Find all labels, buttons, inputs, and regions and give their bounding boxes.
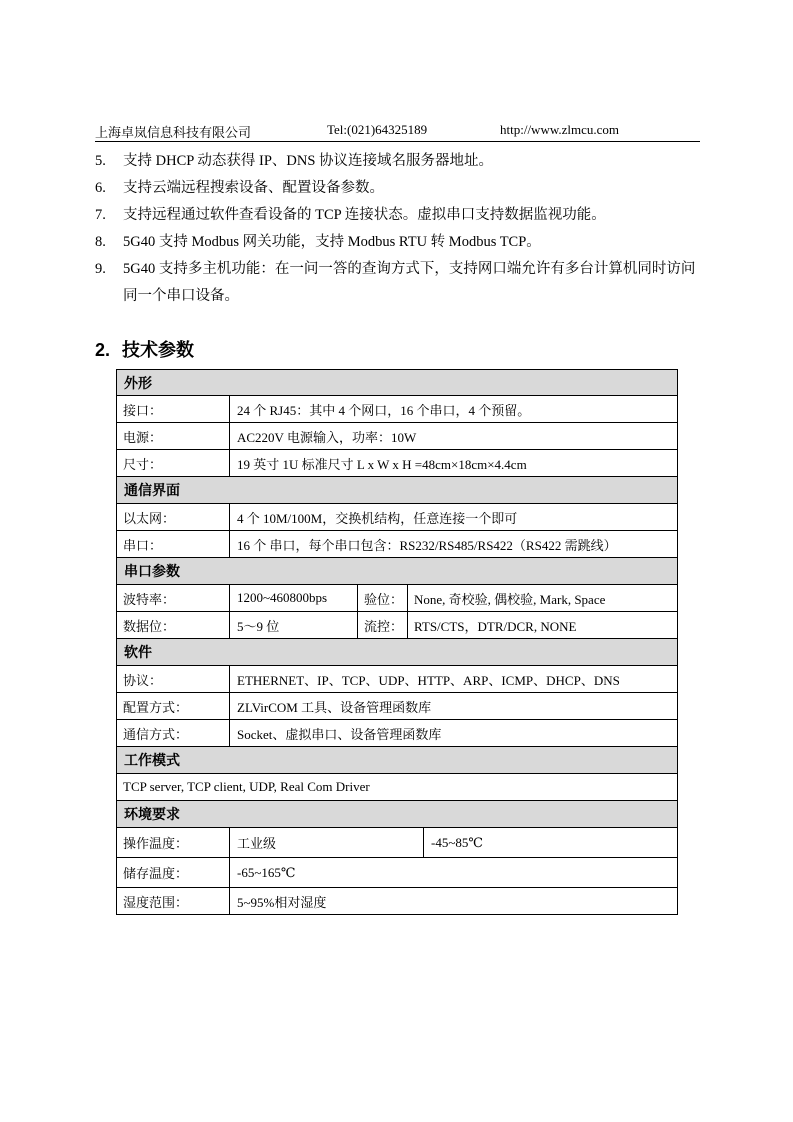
- list-item: [95, 256, 705, 310]
- row-value: Socket、虚拟串口、设备管理函数库: [229, 720, 677, 746]
- row-label: 操作温度：: [123, 836, 189, 851]
- list-item-text: 支持远程通过软件查看设备的 TCP 连接状态。虚拟串口支持数据监视功能。: [123, 207, 606, 223]
- list-item: [95, 148, 705, 175]
- table-row: [116, 531, 678, 558]
- table-row: [116, 585, 678, 612]
- table-row: [116, 612, 678, 639]
- section-title-text: 技术参数: [122, 340, 195, 360]
- row-label: 尺寸：: [123, 456, 163, 472]
- table-group-header: [116, 477, 678, 504]
- list-item-text: 5G40 支持多主机功能：在一问一答的查询方式下，支持网口端允许有多台计算机同时访问同一个串口设备。: [123, 261, 696, 304]
- group-title-appearance: 外形: [124, 374, 152, 391]
- row-label: 电源：: [123, 429, 163, 445]
- row-value: 19 英寸 1U 标准尺寸 L x W x H =48cm×18cm×4.4cm: [229, 450, 677, 476]
- page-header: [95, 121, 700, 142]
- group-title-comm: 通信界面: [124, 482, 180, 498]
- list-item-number: 7.: [95, 207, 106, 223]
- list-item-number: 6.: [95, 180, 106, 196]
- row-value: -65~165℃: [229, 858, 677, 887]
- row-value: ZLVirCOM 工具、设备管理函数库: [229, 693, 677, 719]
- row-label: 接口：: [123, 402, 163, 418]
- row-label: 波特率：: [123, 591, 176, 607]
- row-value: 5~95%相对湿度: [229, 888, 677, 914]
- table-row: [116, 720, 678, 747]
- row-value: TCP server, TCP client, UDP, Real Com Driver: [123, 779, 370, 794]
- table-row: [116, 423, 678, 450]
- table-row: [116, 774, 678, 801]
- list-item-number: 9.: [95, 261, 106, 277]
- group-title-workmode: 工作模式: [124, 752, 180, 768]
- group-title-software: 软件: [124, 644, 152, 660]
- row-label: 验位：: [357, 585, 407, 611]
- table-group-header: [116, 747, 678, 774]
- row-label: 协议：: [123, 672, 163, 688]
- row-value: 5～9 位: [229, 612, 357, 638]
- row-value: None, 奇校验, 偶校验, Mark, Space: [407, 585, 677, 611]
- group-title-serial-params: 串口参数: [124, 563, 180, 579]
- list-item-text: 5G40 支持 Modbus 网关功能，支持 Modbus RTU 转 Modbus TCP。: [123, 234, 541, 250]
- list-item-number: 5.: [95, 153, 106, 169]
- table-row: [116, 666, 678, 693]
- row-value: 工业级: [229, 828, 423, 857]
- spec-table: [116, 369, 678, 915]
- row-value: RTS/CTS，DTR/DCR, NONE: [407, 612, 677, 638]
- list-item-number: 8.: [95, 234, 106, 250]
- table-group-header: [116, 801, 678, 828]
- row-label: 流控：: [357, 612, 407, 638]
- table-row: [116, 693, 678, 720]
- header-tel: Tel:(021)64325189: [327, 122, 428, 137]
- row-label: 通信方式：: [123, 726, 189, 742]
- header-url: http://www.zlmcu.com: [500, 122, 620, 137]
- row-value: -45~85℃: [423, 828, 677, 857]
- row-label: 储存温度：: [123, 866, 189, 881]
- row-label: 以太网：: [123, 510, 176, 526]
- table-row: [116, 504, 678, 531]
- list-item: [95, 229, 705, 256]
- row-label: 配置方式：: [123, 699, 189, 715]
- list-item-text: 支持 DHCP 动态获得 IP、DNS 协议连接域名服务器地址。: [123, 153, 494, 169]
- row-value: 4 个 10M/100M，交换机结构，任意连接一个即可: [229, 504, 677, 530]
- section-title: [95, 336, 194, 362]
- table-row: [116, 858, 678, 888]
- row-label: 串口：: [123, 537, 163, 553]
- table-group-header: [116, 558, 678, 585]
- list-item-text: 支持云端远程搜索设备、配置设备参数。: [123, 180, 384, 196]
- table-row: [116, 888, 678, 915]
- header-company: 上海卓岚信息科技有限公司: [95, 125, 252, 140]
- list-item: [95, 175, 705, 202]
- row-value: 1200~460800bps: [229, 585, 357, 611]
- table-row: [116, 396, 678, 423]
- group-title-environment: 环境要求: [124, 806, 180, 822]
- table-row: [116, 450, 678, 477]
- table-group-header: [116, 369, 678, 396]
- row-value: 24 个 RJ45：其中 4 个网口，16 个串口，4 个预留。: [229, 396, 677, 422]
- table-row: [116, 828, 678, 858]
- row-value: 16 个 串口，每个串口包含：RS232/RS485/RS422（RS422 需跳线）: [229, 531, 677, 557]
- list-item: [95, 202, 705, 229]
- row-value: AC220V 电源输入，功率：10W: [229, 423, 677, 449]
- row-label: 数据位：: [123, 618, 176, 634]
- feature-list: [95, 148, 705, 310]
- row-label: 湿度范围：: [123, 894, 189, 910]
- section-number: 2.: [95, 340, 111, 360]
- row-value: ETHERNET、IP、TCP、UDP、HTTP、ARP、ICMP、DHCP、DNS: [229, 666, 677, 692]
- table-group-header: [116, 639, 678, 666]
